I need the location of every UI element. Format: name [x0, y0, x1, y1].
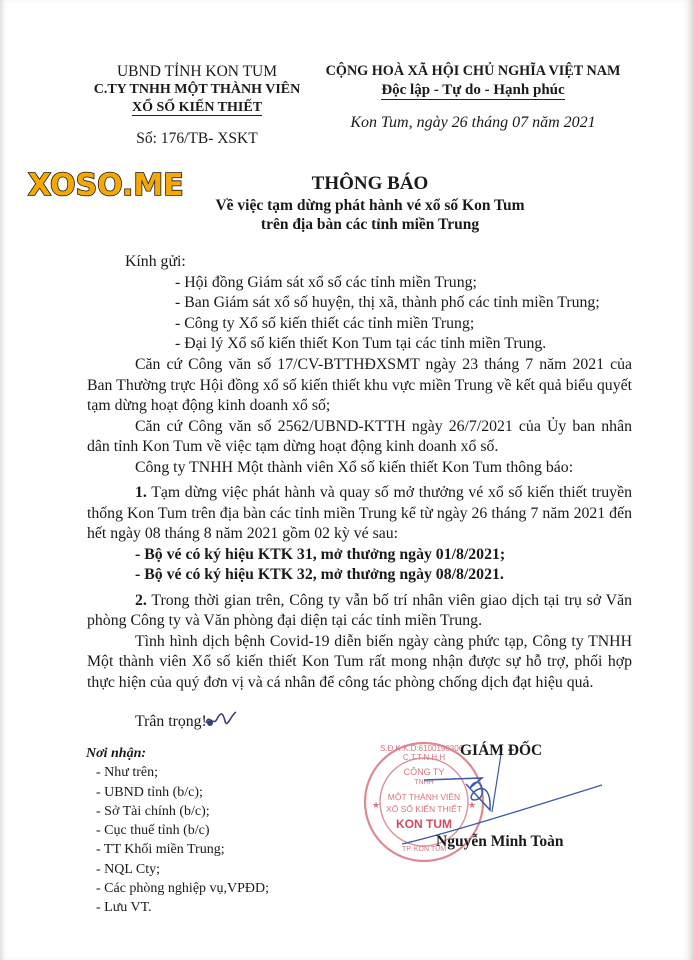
seal-line-3: MỘT THÀNH VIÊN — [387, 792, 461, 802]
seal-ring-bottom: TP. KON TUM — [401, 846, 447, 853]
seal-line-2: TNHH — [414, 779, 434, 786]
signer-title: GIÁM ĐỐC — [460, 742, 543, 759]
distribution-item: - TT Khối miền Trung; — [96, 842, 225, 858]
paragraph-basis-2: Căn cứ Công văn số 2562/UBND-KTTH ngày 26/7/2021 của Ủy ban nhân dân tỉnh Kon Tum về việc tạm dừng hoạt động kinh doanh xổ số. — [87, 417, 632, 455]
distribution-item: - UBND tỉnh (b/c); — [96, 784, 203, 800]
item-2 — [87, 591, 632, 632]
signer-name: Nguyễn Minh Toàn — [436, 833, 564, 850]
recipient-item: - Đại lý Xổ số kiến thiết Kon Tum tại các tỉnh miền Trung. — [175, 335, 547, 352]
national-motto: Độc lập - Tự do - Hạnh phúc — [381, 82, 565, 98]
ticket-series-2: - Bộ vé có ký hiệu KTK 32, mở thưởng ngày 08/8/2021. — [135, 566, 504, 583]
seal-line-4: XỔ SỐ KIẾN THIẾT — [386, 804, 462, 814]
document-number: Số: 176/TB- XSKT — [136, 130, 258, 147]
document-body — [87, 355, 632, 693]
paragraph-covid: Tình hình dịch bệnh Covid-19 diễn biến ngày càng phức tạp, Công ty TNHH Một thành viên Xổ số kiến thiết Kon Tum rất mong nhận được sự hỗ trợ, phối hợp thực hiện của quý đơn vị và cá nhân để công tác phòng chống dịch đạt hiệu quả. — [87, 632, 632, 691]
distribution-item: - Như trên; — [96, 765, 159, 781]
distribution-item: - Sở Tài chính (b/c); — [96, 803, 210, 819]
svg-text:★: ★ — [372, 800, 381, 810]
distribution-item: - NQL Cty; — [96, 861, 161, 877]
paragraph-basis-1: Căn cứ Công văn số 17/CV-BTTHĐXSMT ngày 23 tháng 7 năm 2021 của Ban Thường trực Hội đồng xổ số kiến thiết khu vực miền Trung về kết quả biểu quyết tạm dừng hoạt động kinh doanh xổ số; — [87, 356, 632, 414]
issuer-line-2: C.TY TNHH MỘT THÀNH VIÊN — [93, 82, 301, 97]
recipients-label: Kính gửi: — [125, 253, 186, 270]
national-title: CỘNG HOÀ XÃ HỘI CHỦ NGHĨA VIỆT NAM — [325, 63, 621, 79]
item-2-text: Trong thời gian trên, Công ty vẫn bố trí nhân viên giao dịch tại trụ sở Văn phòng Công ty và Văn phòng đại diện tại các tỉnh miền Trung. — [87, 591, 632, 629]
item-2-number: 2. — [135, 591, 147, 609]
closing-phrase: Trân trọng! — [135, 713, 207, 730]
title-subject-2: trên địa bàn các tỉnh miền Trung — [260, 216, 480, 233]
distribution-label: Nơi nhận: — [86, 746, 147, 761]
distribution-list — [86, 744, 269, 918]
document-date: Kon Tum, ngày 26 tháng 07 năm 2021 — [350, 114, 596, 131]
item-1-text: Tạm dừng việc phát hành và quay số mở thưởng vé xổ số kiến thiết truyền thống Kon Tum trên địa bàn các tỉnh miền Trung kể từ ngày 26 tháng 7 năm 2021 đến hết ngày 08 tháng 8 năm 2021 gồm 02 kỳ vé sau: — [87, 484, 632, 542]
title-subject-1: Về việc tạm dừng phát hành vé xổ số Kon Tum — [215, 197, 525, 214]
issuer-line-3: XỔ SỐ KIẾN THIẾT — [131, 100, 263, 115]
distribution-item: - Lưu VT. — [96, 900, 152, 916]
document-title — [160, 172, 580, 234]
distribution-item: - Cục thuế tỉnh (b/c) — [96, 823, 210, 839]
item-1-number: 1. — [135, 484, 147, 501]
recipients-block — [125, 252, 600, 355]
seal-line-5: KON TUM — [396, 817, 452, 831]
paragraph-announce: Công ty TNHH Một thành viên Xổ số kiến thiết Kon Tum thông báo: — [135, 458, 574, 476]
initials-signature-icon — [203, 709, 239, 731]
watermark-logo: XOSO.ME — [28, 168, 184, 203]
svg-text:★: ★ — [468, 800, 477, 810]
issuer-line-1: UBND TỈNH KON TUM — [116, 63, 278, 80]
issuer-header — [82, 62, 312, 148]
distribution-item: - Các phòng nghiệp vụ,VPĐD; — [96, 881, 270, 897]
seal-ring-text: S.Đ.K.K.D:6100190306 · C.T.T.N.H.H — [379, 744, 469, 762]
item-1 — [87, 483, 632, 545]
recipient-item: - Công ty Xổ số kiến thiết các tỉnh miền Trung; — [175, 314, 475, 332]
seal-line-1: CÔNG TY — [403, 767, 445, 777]
recipient-item: - Hội đồng Giám sát xổ số các tỉnh miền Trung; — [175, 273, 477, 291]
title-main: THÔNG BÁO — [311, 173, 429, 194]
recipient-item: - Ban Giám sát xổ số huyện, thị xã, thành phố các tỉnh miền Trung; — [175, 294, 600, 311]
ticket-series-1: - Bộ vé có ký hiệu KTK 31, mở thưởng ngày 01/8/2021; — [135, 545, 506, 563]
national-header — [308, 62, 638, 132]
